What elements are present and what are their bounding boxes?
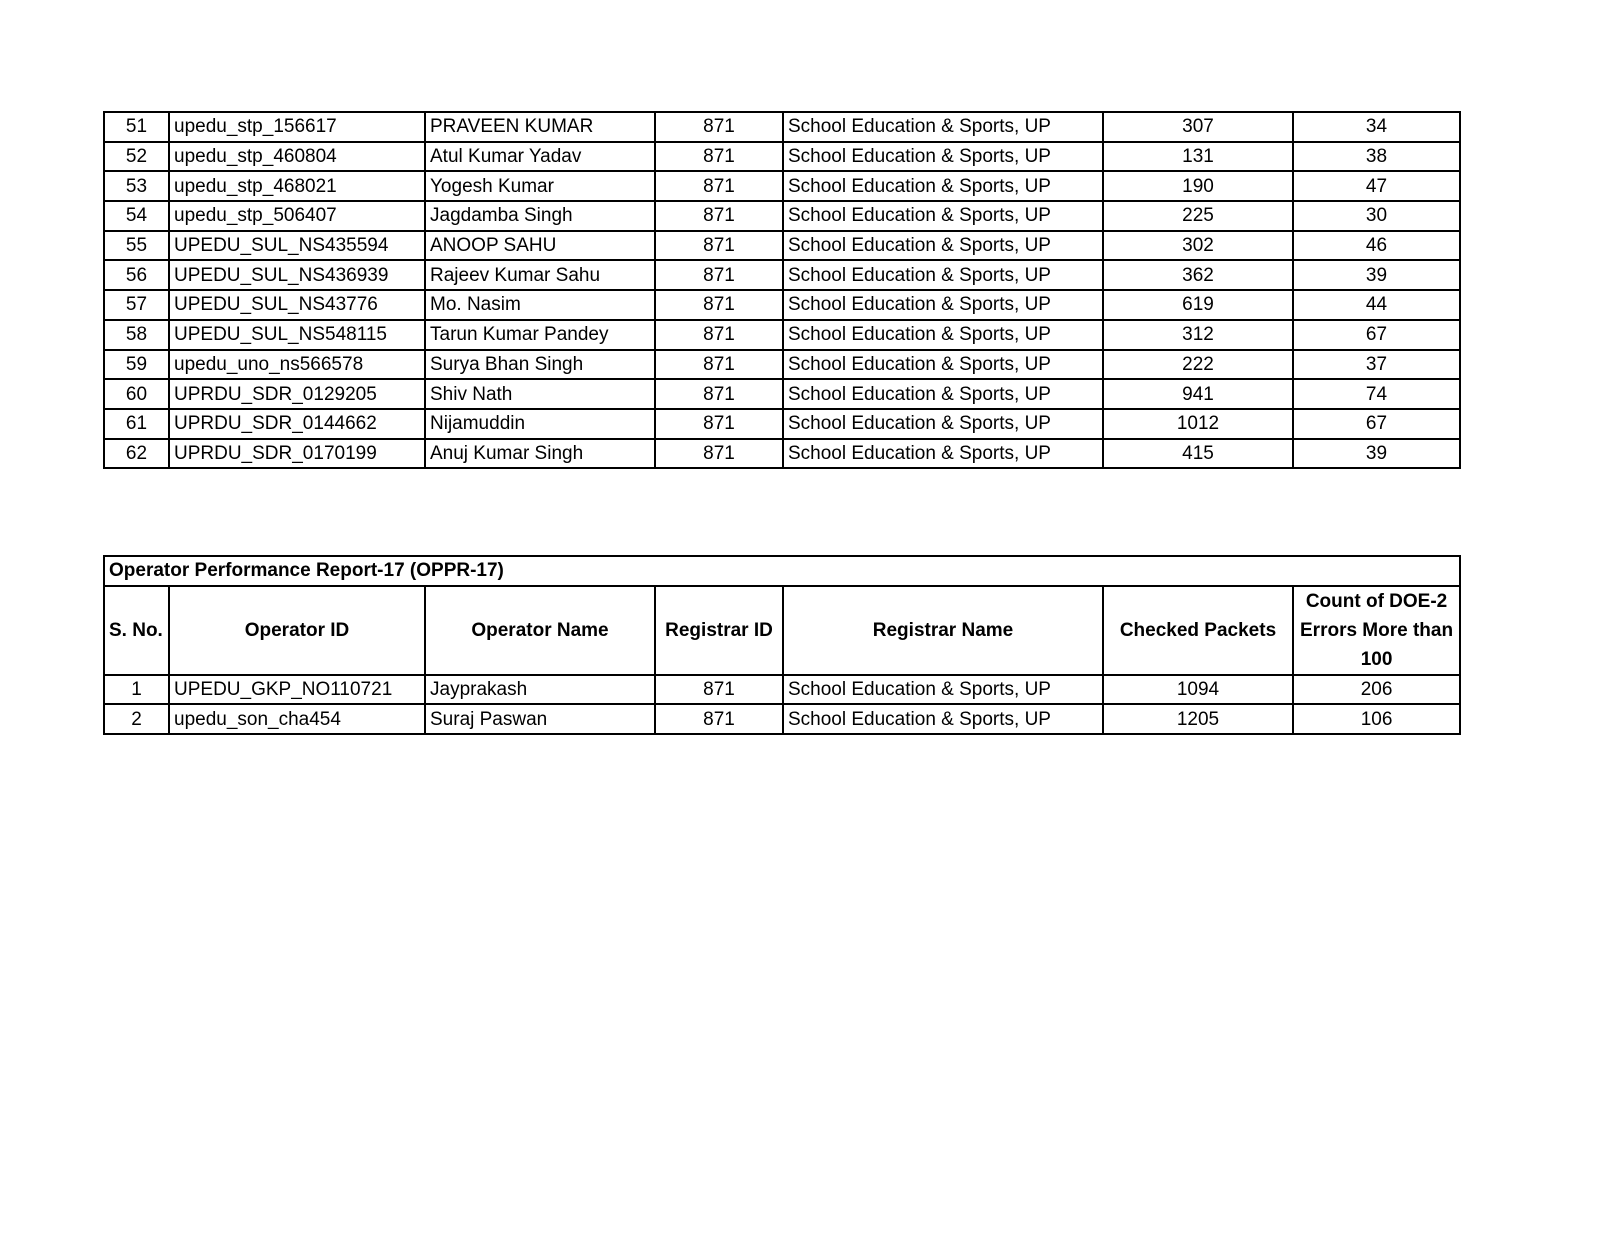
registrar-id-cell: 871 bbox=[655, 171, 783, 201]
registrar-id-cell: 871 bbox=[655, 350, 783, 380]
operator-name-cell: Jayprakash bbox=[425, 675, 655, 705]
table-row bbox=[104, 231, 1460, 261]
table-row bbox=[104, 439, 1460, 469]
registrar-name-cell: School Education & Sports, UP bbox=[783, 290, 1103, 320]
header-row bbox=[104, 586, 1460, 675]
report-title-row bbox=[104, 556, 1460, 586]
s-no-cell: 2 bbox=[104, 704, 169, 734]
checked-packets-cell: 190 bbox=[1103, 171, 1293, 201]
operator-id-cell: upedu_stp_156617 bbox=[169, 112, 425, 142]
registrar-id-cell: 871 bbox=[655, 675, 783, 705]
registrar-id-cell: 871 bbox=[655, 439, 783, 469]
table-row bbox=[104, 201, 1460, 231]
registrar-name-cell: School Education & Sports, UP bbox=[783, 350, 1103, 380]
operator-name-cell: Nijamuddin bbox=[425, 409, 655, 439]
header-checked-packets: Checked Packets bbox=[1103, 586, 1293, 675]
table-row bbox=[104, 260, 1460, 290]
registrar-id-cell: 871 bbox=[655, 320, 783, 350]
checked-packets-cell: 131 bbox=[1103, 142, 1293, 172]
s-no-cell: 55 bbox=[104, 231, 169, 261]
operator-id-cell: UPEDU_SUL_NS548115 bbox=[169, 320, 425, 350]
registrar-name-cell: School Education & Sports, UP bbox=[783, 439, 1103, 469]
operator-id-cell: upedu_stp_506407 bbox=[169, 201, 425, 231]
header-s-no: S. No. bbox=[104, 586, 169, 675]
operator-name-cell: ANOOP SAHU bbox=[425, 231, 655, 261]
table-row bbox=[104, 350, 1460, 380]
table-row bbox=[104, 112, 1460, 142]
s-no-cell: 51 bbox=[104, 112, 169, 142]
s-no-cell: 57 bbox=[104, 290, 169, 320]
table-row bbox=[104, 142, 1460, 172]
error-count-cell: 39 bbox=[1293, 439, 1460, 469]
table-row bbox=[104, 290, 1460, 320]
s-no-cell: 58 bbox=[104, 320, 169, 350]
table-row bbox=[104, 320, 1460, 350]
operator-id-cell: UPEDU_SUL_NS436939 bbox=[169, 260, 425, 290]
registrar-id-cell: 871 bbox=[655, 379, 783, 409]
s-no-cell: 52 bbox=[104, 142, 169, 172]
error-count-cell: 67 bbox=[1293, 409, 1460, 439]
checked-packets-cell: 1012 bbox=[1103, 409, 1293, 439]
header-operator-name: Operator Name bbox=[425, 586, 655, 675]
continued-report-table bbox=[103, 111, 1461, 469]
checked-packets-cell: 1205 bbox=[1103, 704, 1293, 734]
header-registrar-id: Registrar ID bbox=[655, 586, 783, 675]
operator-name-cell: Surya Bhan Singh bbox=[425, 350, 655, 380]
registrar-name-cell: School Education & Sports, UP bbox=[783, 320, 1103, 350]
operator-id-cell: upedu_stp_468021 bbox=[169, 171, 425, 201]
error-count-cell: 67 bbox=[1293, 320, 1460, 350]
s-no-cell: 54 bbox=[104, 201, 169, 231]
s-no-cell: 61 bbox=[104, 409, 169, 439]
operator-name-cell: Yogesh Kumar bbox=[425, 171, 655, 201]
operator-name-cell: Shiv Nath bbox=[425, 379, 655, 409]
s-no-cell: 59 bbox=[104, 350, 169, 380]
operator-name-cell: Anuj Kumar Singh bbox=[425, 439, 655, 469]
error-count-cell: 38 bbox=[1293, 142, 1460, 172]
checked-packets-cell: 362 bbox=[1103, 260, 1293, 290]
registrar-name-cell: School Education & Sports, UP bbox=[783, 171, 1103, 201]
error-count-cell: 47 bbox=[1293, 171, 1460, 201]
operator-id-cell: upedu_stp_460804 bbox=[169, 142, 425, 172]
registrar-name-cell: School Education & Sports, UP bbox=[783, 260, 1103, 290]
checked-packets-cell: 302 bbox=[1103, 231, 1293, 261]
registrar-name-cell: School Education & Sports, UP bbox=[783, 379, 1103, 409]
table-row bbox=[104, 675, 1460, 705]
header-registrar-name: Registrar Name bbox=[783, 586, 1103, 675]
checked-packets-cell: 312 bbox=[1103, 320, 1293, 350]
registrar-name-cell: School Education & Sports, UP bbox=[783, 112, 1103, 142]
table-row bbox=[104, 409, 1460, 439]
header-error-count: Count of DOE-2 Errors More than 100 bbox=[1293, 586, 1460, 675]
registrar-name-cell: School Education & Sports, UP bbox=[783, 231, 1103, 261]
header-operator-id: Operator ID bbox=[169, 586, 425, 675]
error-count-cell: 106 bbox=[1293, 704, 1460, 734]
operator-id-cell: UPRDU_SDR_0170199 bbox=[169, 439, 425, 469]
checked-packets-cell: 225 bbox=[1103, 201, 1293, 231]
s-no-cell: 1 bbox=[104, 675, 169, 705]
operator-id-cell: upedu_son_cha454 bbox=[169, 704, 425, 734]
operator-id-cell: UPEDU_GKP_NO110721 bbox=[169, 675, 425, 705]
operator-name-cell: Tarun Kumar Pandey bbox=[425, 320, 655, 350]
operator-name-cell: Mo. Nasim bbox=[425, 290, 655, 320]
registrar-id-cell: 871 bbox=[655, 409, 783, 439]
registrar-id-cell: 871 bbox=[655, 290, 783, 320]
s-no-cell: 62 bbox=[104, 439, 169, 469]
operator-id-cell: UPEDU_SUL_NS43776 bbox=[169, 290, 425, 320]
s-no-cell: 60 bbox=[104, 379, 169, 409]
checked-packets-cell: 1094 bbox=[1103, 675, 1293, 705]
table-row bbox=[104, 704, 1460, 734]
operator-id-cell: UPEDU_SUL_NS435594 bbox=[169, 231, 425, 261]
registrar-id-cell: 871 bbox=[655, 231, 783, 261]
s-no-cell: 53 bbox=[104, 171, 169, 201]
report-title: Operator Performance Report-17 (OPPR-17) bbox=[104, 556, 1460, 586]
registrar-id-cell: 871 bbox=[655, 704, 783, 734]
operator-name-cell: Jagdamba Singh bbox=[425, 201, 655, 231]
error-count-cell: 206 bbox=[1293, 675, 1460, 705]
operator-id-cell: upedu_uno_ns566578 bbox=[169, 350, 425, 380]
registrar-name-cell: School Education & Sports, UP bbox=[783, 704, 1103, 734]
registrar-name-cell: School Education & Sports, UP bbox=[783, 409, 1103, 439]
error-count-cell: 44 bbox=[1293, 290, 1460, 320]
operator-name-cell: Suraj Paswan bbox=[425, 704, 655, 734]
checked-packets-cell: 415 bbox=[1103, 439, 1293, 469]
checked-packets-cell: 941 bbox=[1103, 379, 1293, 409]
registrar-id-cell: 871 bbox=[655, 201, 783, 231]
operator-name-cell: Rajeev Kumar Sahu bbox=[425, 260, 655, 290]
oppr-17-report-table bbox=[103, 555, 1461, 735]
registrar-name-cell: School Education & Sports, UP bbox=[783, 201, 1103, 231]
table-row bbox=[104, 379, 1460, 409]
error-count-cell: 30 bbox=[1293, 201, 1460, 231]
registrar-name-cell: School Education & Sports, UP bbox=[783, 142, 1103, 172]
error-count-cell: 37 bbox=[1293, 350, 1460, 380]
s-no-cell: 56 bbox=[104, 260, 169, 290]
checked-packets-cell: 222 bbox=[1103, 350, 1293, 380]
table-row bbox=[104, 171, 1460, 201]
registrar-id-cell: 871 bbox=[655, 112, 783, 142]
operator-id-cell: UPRDU_SDR_0129205 bbox=[169, 379, 425, 409]
registrar-id-cell: 871 bbox=[655, 260, 783, 290]
checked-packets-cell: 307 bbox=[1103, 112, 1293, 142]
error-count-cell: 34 bbox=[1293, 112, 1460, 142]
operator-name-cell: Atul Kumar Yadav bbox=[425, 142, 655, 172]
checked-packets-cell: 619 bbox=[1103, 290, 1293, 320]
operator-name-cell: PRAVEEN KUMAR bbox=[425, 112, 655, 142]
registrar-id-cell: 871 bbox=[655, 142, 783, 172]
error-count-cell: 46 bbox=[1293, 231, 1460, 261]
error-count-cell: 39 bbox=[1293, 260, 1460, 290]
error-count-cell: 74 bbox=[1293, 379, 1460, 409]
operator-id-cell: UPRDU_SDR_0144662 bbox=[169, 409, 425, 439]
registrar-name-cell: School Education & Sports, UP bbox=[783, 675, 1103, 705]
